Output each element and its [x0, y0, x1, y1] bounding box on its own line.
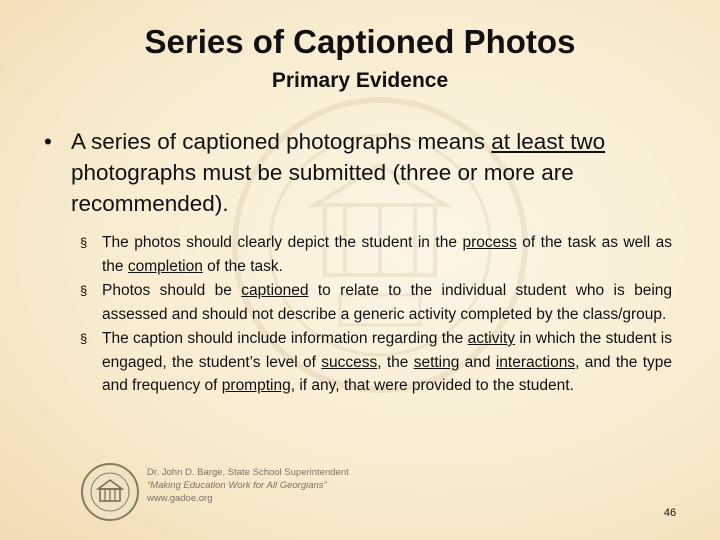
footer	[80, 462, 400, 524]
slide-subtitle: Primary Evidence	[271, 69, 449, 92]
main-bullet	[44, 126, 644, 219]
sub-bullet-marker: §	[80, 235, 88, 250]
footer-text	[147, 466, 349, 505]
sub-bullet-list	[80, 231, 672, 399]
sub-bullet-item: § Photos should be captioned to relate to the individual student who is being assessed and should not describe a generic activity completed by the class/group.	[80, 279, 672, 326]
sub-bullet-marker: §	[80, 331, 88, 346]
page-number: 46	[663, 507, 677, 519]
bullet-marker: •	[44, 129, 52, 154]
superintendent-name: Dr. John D. Barge, State School Superintendent	[147, 467, 349, 478]
georgia-doe-seal-icon	[80, 462, 140, 522]
sub-bullet-item: § The photos should clearly depict the student in the process of the task as well as the completion of the task.	[80, 231, 672, 278]
sub-bullet-marker: §	[80, 283, 88, 298]
footer-motto: “Making Education Work for All Georgians”	[147, 480, 327, 491]
slide-title: Series of Captioned Photos	[144, 23, 576, 60]
main-bullet-text: A series of captioned photographs means at least two photographs must be submitted (three or more are recommended).	[71, 129, 606, 216]
underlined-phrase: at least two	[491, 129, 606, 154]
title-block	[0, 22, 720, 94]
footer-url[interactable]: www.gadoe.org	[147, 493, 213, 504]
sub-bullet-item: § The caption should include information regarding the activity in which the student is engaged, the student’s level of success, the setting and interactions, and the type and frequency of prompting, if any, that were provided to the student.	[80, 327, 672, 398]
